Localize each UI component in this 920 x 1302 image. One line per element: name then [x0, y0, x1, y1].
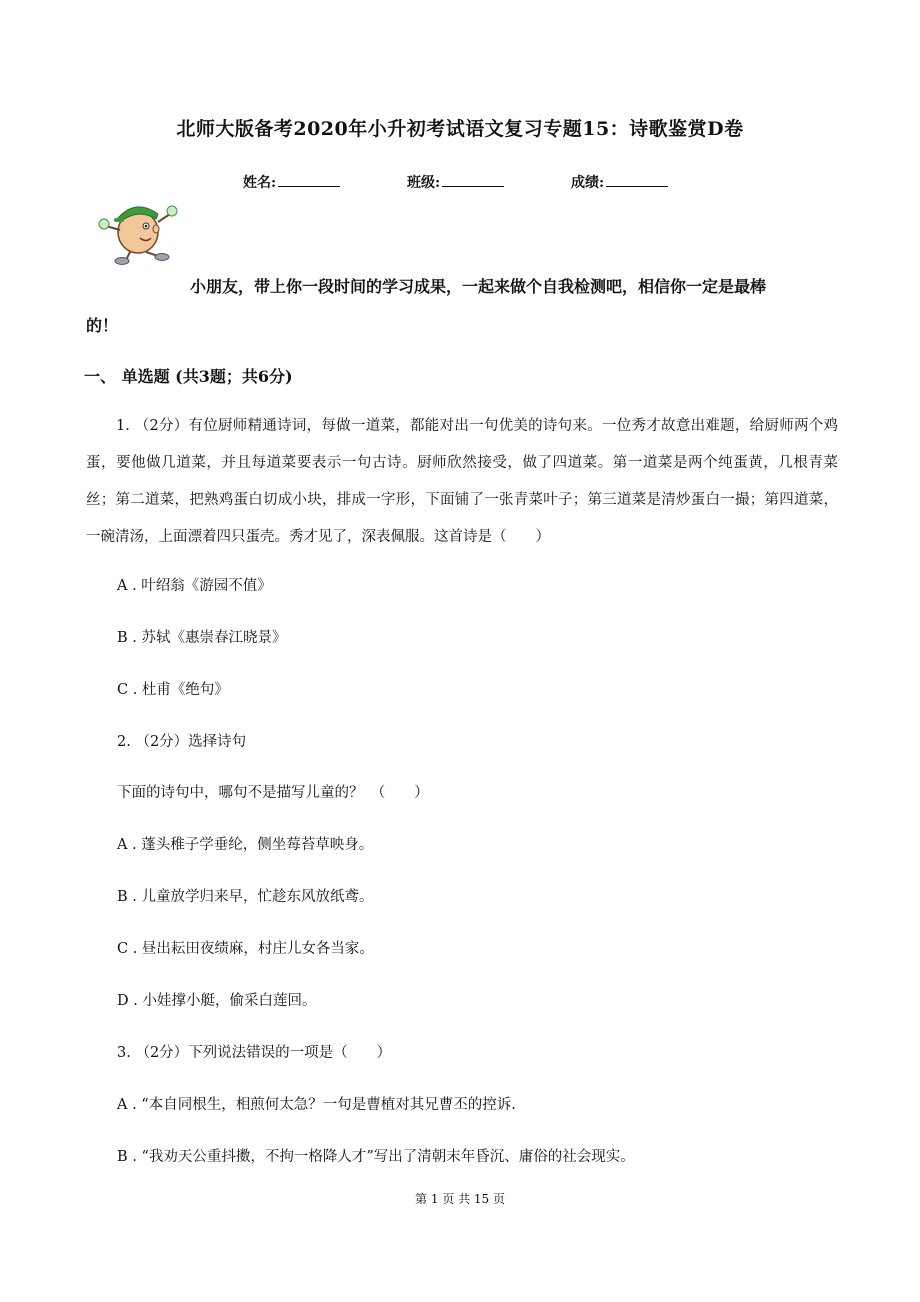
- q1-option-a: A . 叶绍翁《游园不值》: [117, 578, 272, 594]
- q2-option-b: B . 儿童放学归来早，忙趁东风放纸鸢。: [117, 889, 374, 905]
- q3-option-a: A . “本自同根生，相煎何太急？一句是曹植对其兄曹丕的控诉.: [117, 1097, 516, 1113]
- question-1-text: 1. （2分）有位厨师精通诗词，每做一道菜，都能对出一句优美的诗句来。一位秀才故意出难题，给厨师两个鸡蛋，要他做几道菜，并且每道菜要表示一句古诗。厨师欣然接受，做了四道菜。第一道菜是两个纯蛋黄，几根青菜丝；第二道菜，把熟鸡蛋白切成小块，排成一字形，下面铺了一张青菜叶子；第三道菜是清炒蛋白一撮；第四道菜，一碗清汤，上面漂着四只蛋壳。秀才见了，深表佩服。这首诗是（ ）: [86, 418, 838, 545]
- class-label: 班级:: [407, 175, 441, 191]
- question-3-text: 3. （2分）下列说法错误的一项是（ ）: [117, 1045, 392, 1061]
- q1-option-b: B . 苏轼《惠崇春江晓景》: [117, 630, 287, 646]
- intro-line-1: 小朋友，带上你一段时间的学习成果，一起来做个自我检测吧，相信你一定是最棒: [190, 277, 767, 296]
- question-2-text: 2. （2分）选择诗句: [117, 734, 247, 750]
- q2-option-c: C . 昼出耘田夜绩麻，村庄儿女各当家。: [117, 941, 374, 957]
- intro-line-2: 的！: [86, 316, 119, 335]
- name-label: 姓名:: [243, 175, 277, 191]
- mascot-illustration: [96, 196, 180, 266]
- page-footer: 第 1 页 共 15 页: [415, 1192, 505, 1206]
- score-label: 成绩:: [571, 175, 605, 191]
- q3-option-b: B . “我劝天公重抖擞，不拘一格降人才”写出了清朝末年昏沉、庸俗的社会现实。: [117, 1149, 635, 1165]
- name-field: [243, 172, 340, 192]
- score-field: [571, 172, 668, 192]
- class-blank: [442, 172, 504, 187]
- question-2-subtext: 下面的诗句中，哪句不是描写儿童的？ （ ）: [117, 785, 429, 801]
- name-blank: [278, 172, 340, 187]
- q2-option-a: A . 蓬头稚子学垂纶，侧坐莓苔草映身。: [117, 837, 374, 853]
- q1-option-c: C . 杜甫《绝句》: [117, 682, 229, 698]
- document-title: 北师大版备考2020年小升初考试语文复习专题15：诗歌鉴赏D卷: [176, 118, 744, 140]
- q2-option-d: D . 小娃撑小艇，偷采白莲回。: [117, 993, 317, 1009]
- section-heading: 一、 单选题 (共3题；共6分): [84, 367, 293, 386]
- class-field: [407, 172, 504, 192]
- score-blank: [606, 172, 668, 187]
